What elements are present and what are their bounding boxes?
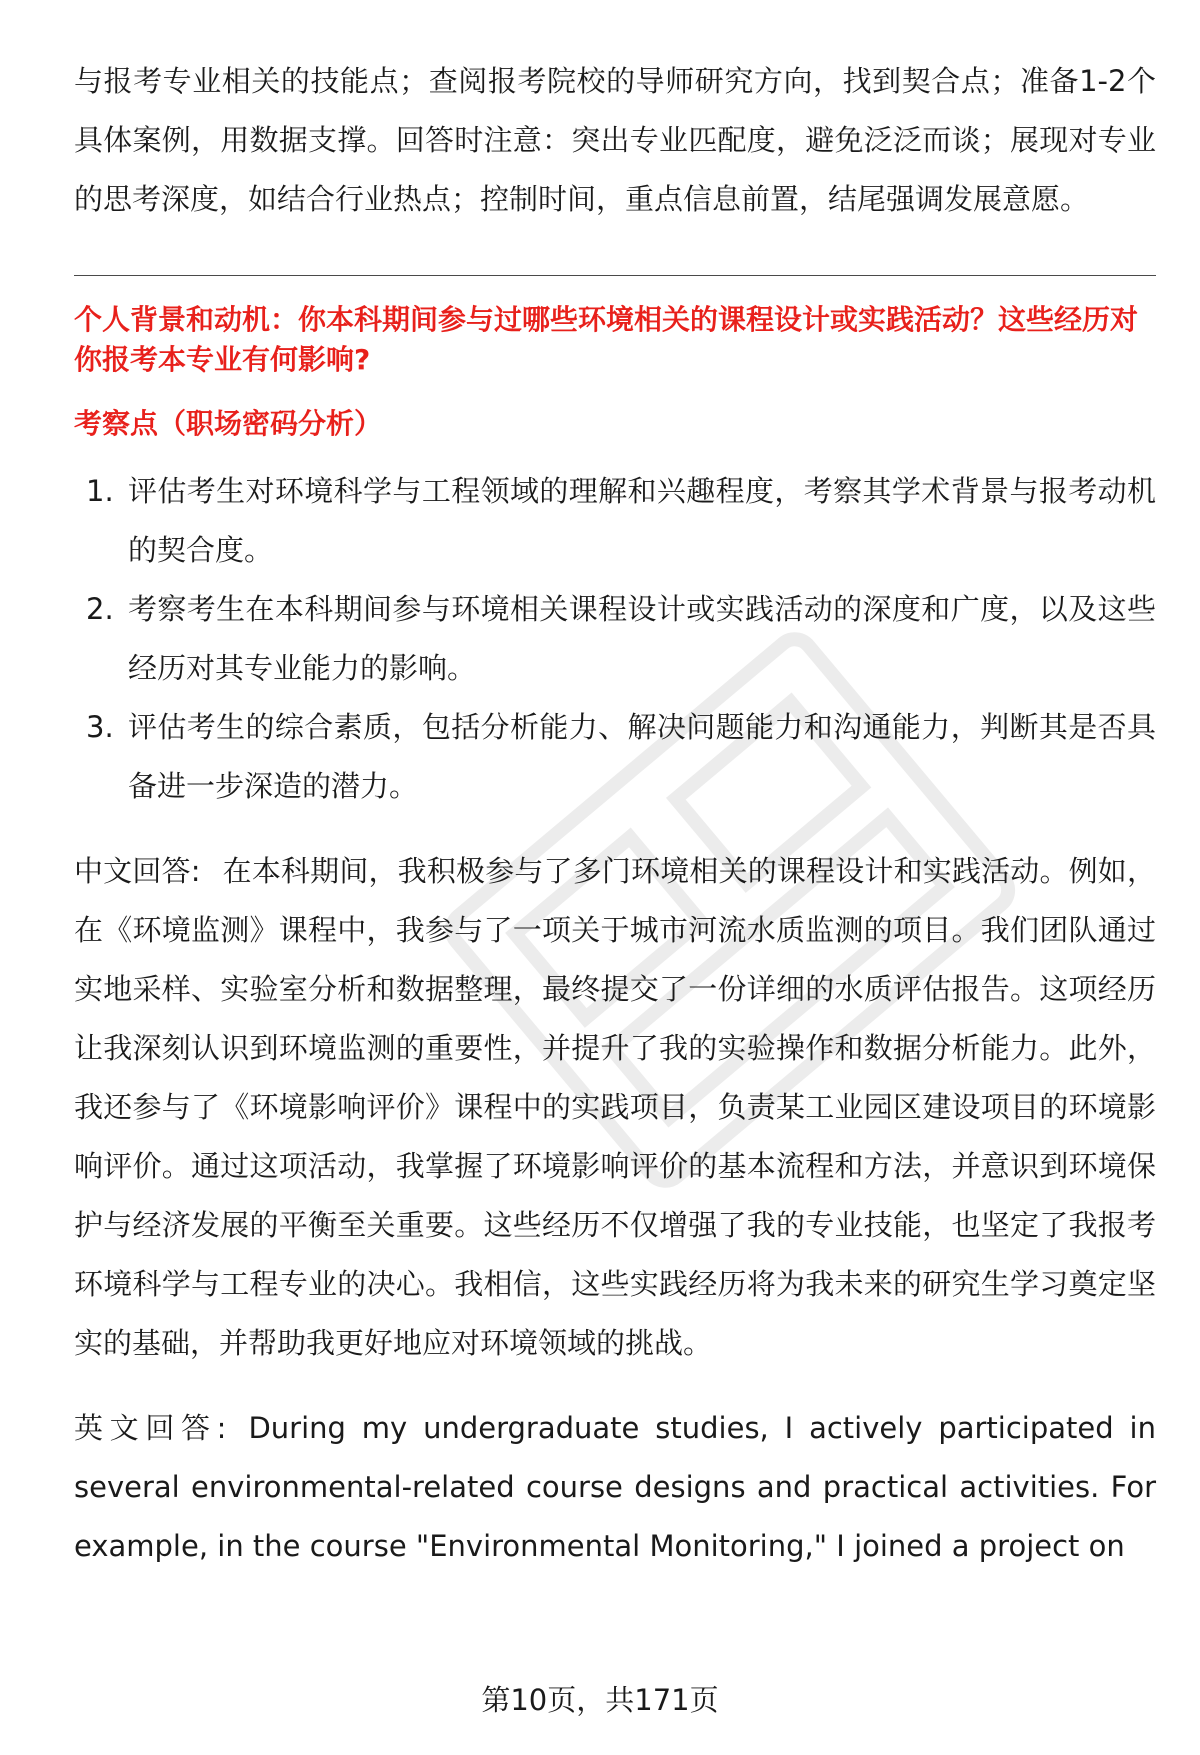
assessment-points-list	[74, 462, 1156, 816]
english-answer-text: During my undergraduate studies, I actively participated in several environmental-related course designs and practical activities. For example, in the course "Environmental Monitoring," I joined a project on	[74, 1411, 1156, 1563]
page-footer: 第10页，共171页	[481, 1683, 719, 1717]
main-content	[74, 52, 1156, 1576]
list-item	[74, 462, 1156, 580]
chinese-answer	[74, 842, 1156, 1373]
english-answer	[74, 1399, 1156, 1576]
list-item-number: 2.	[86, 592, 114, 626]
list-item	[74, 698, 1156, 816]
list-item-text: 评估考生对环境科学与工程领域的理解和兴趣程度，考察其学术背景与报考动机的契合度。	[128, 474, 1156, 567]
english-answer-label: 英文回答:	[74, 1411, 227, 1445]
list-item-text: 评估考生的综合素质，包括分析能力、解决问题能力和沟通能力，判断其是否具备进一步深造的潜力。	[128, 710, 1156, 803]
section-divider	[74, 275, 1156, 276]
chinese-answer-label: 中文回答:	[74, 854, 201, 888]
list-item-number: 1.	[86, 474, 114, 508]
intro-paragraph: 与报考专业相关的技能点；查阅报考院校的导师研究方向，找到契合点；准备1-2个具体案例，用数据支撑。回答时注意：突出专业匹配度，避免泛泛而谈；展现对专业的思考深度，如结合行业热点；控制时间，重点信息前置，结尾强调发展意愿。	[74, 64, 1156, 216]
list-item	[74, 580, 1156, 698]
list-item-number: 3.	[86, 710, 114, 744]
chinese-answer-text: 在本科期间，我积极参与了多门环境相关的课程设计和实践活动。例如，在《环境监测》课程中，我参与了一项关于城市河流水质监测的项目。我们团队通过实地采样、实验室分析和数据整理，最终提交了一份详细的水质评估报告。这项经历让我深刻认识到环境监测的重要性，并提升了我的实验操作和数据分析能力。此外，我还参与了《环境影响评价》课程中的实践项目，负责某工业园区建设项目的环境影响评价。通过这项活动，我掌握了环境影响评价的基本流程和方法，并意识到环境保护与经济发展的平衡至关重要。这些经历不仅增强了我的专业技能，也坚定了我报考环境科学与工程专业的决心。我相信，这些实践经历将为我未来的研究生学习奠定坚实的基础，并帮助我更好地应对环境领域的挑战。	[74, 854, 1156, 1360]
list-item-text: 考察考生在本科期间参与环境相关课程设计或实践活动的深度和广度，以及这些经历对其专业能力的影响。	[128, 592, 1156, 685]
assessment-title: 考察点（职场密码分析）	[74, 407, 383, 440]
interview-question: 个人背景和动机：你本科期间参与过哪些环境相关的课程设计或实践活动？这些经历对你报考本专业有何影响?	[74, 303, 1139, 376]
